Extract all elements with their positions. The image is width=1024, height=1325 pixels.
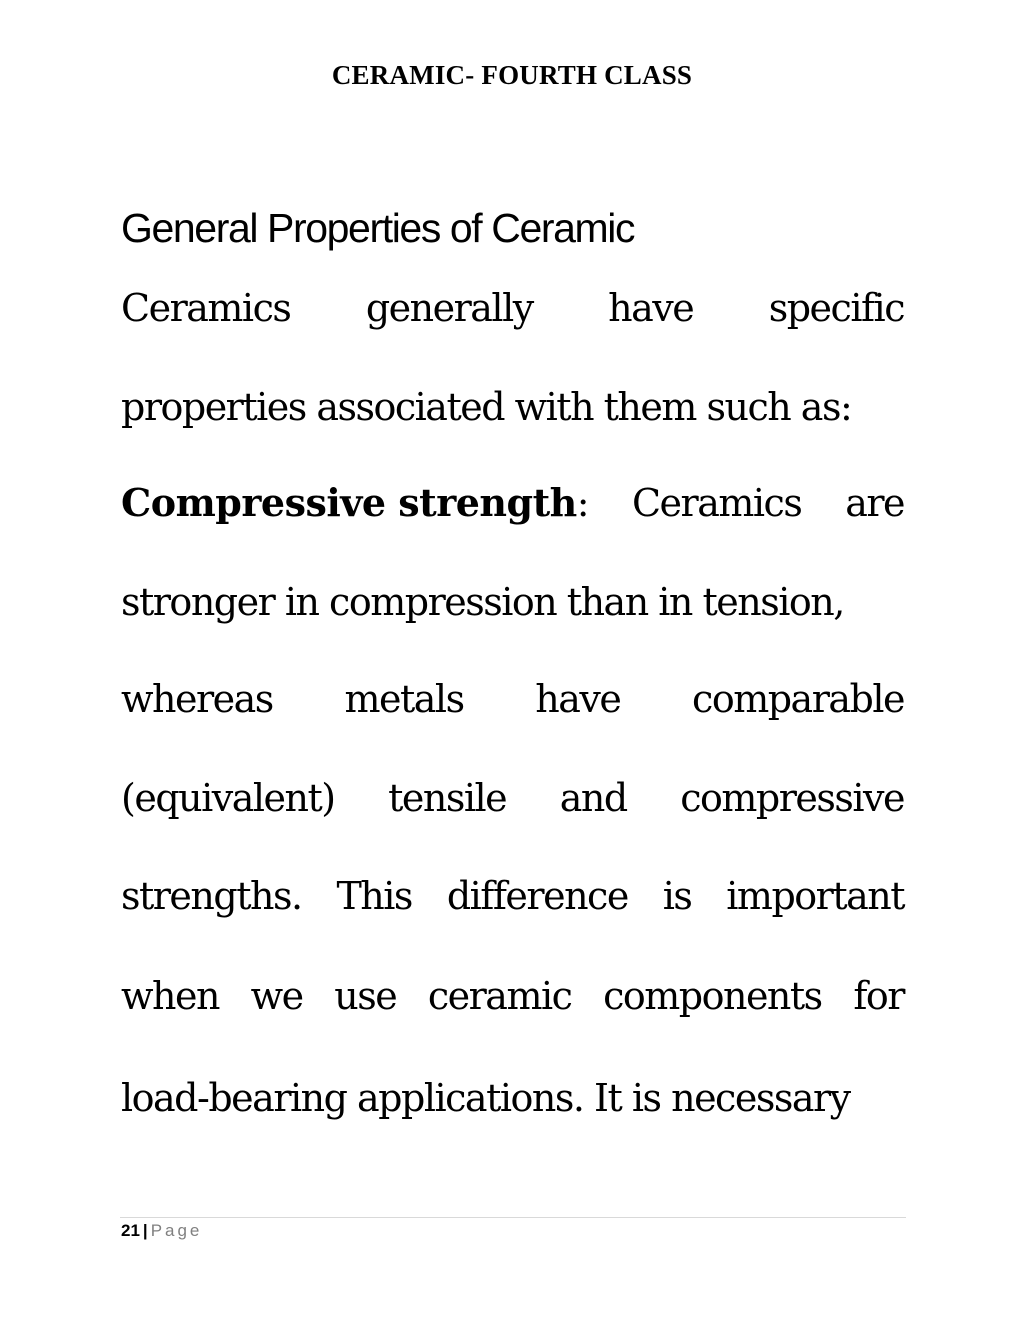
compressive-line-5 <box>121 871 904 921</box>
word: when <box>121 974 219 1018</box>
compressive-strength-term: Compressive strength <box>121 480 577 525</box>
compressive-line-7: load-bearing applications. It is necessary <box>121 1076 850 1120</box>
word: (equivalent) <box>121 776 335 820</box>
page-footer <box>121 1221 202 1241</box>
word: have <box>608 286 694 330</box>
word: generally <box>365 286 533 330</box>
footer-divider <box>120 1217 906 1218</box>
word: important <box>726 874 904 918</box>
word: for <box>853 974 904 1018</box>
page-header-title: CERAMIC- FOURTH CLASS <box>331 60 693 90</box>
word: is <box>662 874 692 918</box>
word: comparable <box>692 677 904 721</box>
word: we <box>250 974 303 1018</box>
section-heading: General Properties of Ceramic <box>121 205 635 251</box>
word: metals <box>344 677 464 721</box>
word: difference <box>446 874 628 918</box>
compressive-term-group <box>121 478 588 528</box>
word: and <box>559 776 627 820</box>
word: are <box>845 481 904 525</box>
word: ceramic <box>427 974 572 1018</box>
word: tensile <box>388 776 507 820</box>
word: strengths. <box>121 874 302 918</box>
compressive-line-1 <box>121 478 904 528</box>
word: components <box>603 974 822 1018</box>
word: use <box>334 974 397 1018</box>
compressive-line-3 <box>121 674 904 724</box>
word: Ceramics <box>631 481 802 525</box>
page-label: Page <box>150 1221 203 1240</box>
page-number: 21 <box>121 1221 140 1240</box>
intro-line-2: properties associated with them such as: <box>121 385 852 429</box>
word: whereas <box>121 677 273 721</box>
compressive-line-2: stronger in compression than in tension, <box>121 580 844 624</box>
compressive-line-6 <box>121 971 904 1021</box>
word: compressive <box>680 776 904 820</box>
word: specific <box>768 286 904 330</box>
footer-separator: | <box>142 1221 148 1240</box>
word: have <box>535 677 621 721</box>
word: Ceramics <box>121 286 291 330</box>
term-colon: : <box>576 481 589 525</box>
intro-line-1 <box>121 283 904 333</box>
word: This <box>336 874 412 918</box>
compressive-line-4 <box>121 773 904 823</box>
